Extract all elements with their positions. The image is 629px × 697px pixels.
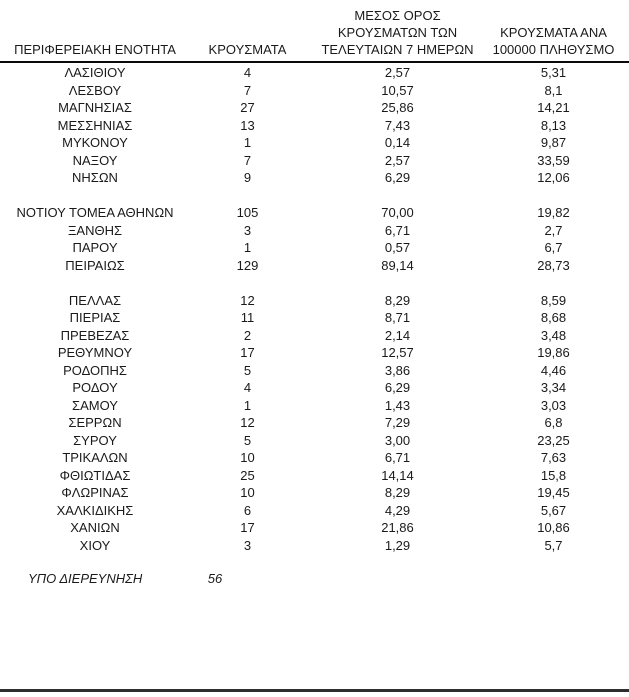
table-row bbox=[0, 82, 629, 100]
column-header-per-100000 bbox=[490, 24, 617, 58]
table-row bbox=[0, 99, 629, 117]
cell-avg7: 6,71 bbox=[384, 450, 411, 465]
column-header-7day-average bbox=[305, 7, 490, 58]
table-row bbox=[0, 519, 629, 537]
table-row bbox=[0, 222, 629, 240]
cell-cases: 17 bbox=[240, 345, 255, 360]
table-row bbox=[0, 379, 629, 397]
cell-region: ΝΗΣΩΝ bbox=[72, 170, 118, 185]
table-row bbox=[0, 64, 629, 82]
cell-per100k: 10,86 bbox=[537, 520, 570, 535]
cell-region: ΧΑΝΙΩΝ bbox=[70, 520, 120, 535]
table-row bbox=[0, 537, 629, 555]
table-row bbox=[0, 257, 629, 275]
cell-avg7: 89,14 bbox=[381, 257, 414, 273]
cell-cases: 11 bbox=[240, 310, 255, 325]
cell-per100k: 3,34 bbox=[540, 380, 567, 395]
cell-cases: 1 bbox=[243, 397, 252, 413]
cell-cases: 1 bbox=[243, 240, 252, 255]
table-row bbox=[0, 327, 629, 345]
table-row bbox=[0, 117, 629, 135]
table-header bbox=[0, 0, 629, 61]
cell-cases: 27 bbox=[240, 100, 255, 115]
column-header-per-100000-line2: 100000 ΠΛΗΘΥΣΜΟ bbox=[492, 42, 615, 57]
cell-region: ΜΕΣΣΗΝΙΑΣ bbox=[57, 117, 133, 133]
cell-avg7: 8,71 bbox=[384, 310, 411, 325]
cell-region: ΡΟΔΟΥ bbox=[72, 380, 118, 395]
cell-region: ΜΑΓΝΗΣΙΑΣ bbox=[58, 100, 132, 115]
cell-per100k: 5,7 bbox=[544, 537, 563, 553]
cell-avg7: 2,57 bbox=[384, 65, 411, 80]
cell-region: ΡΕΘΥΜΝΟΥ bbox=[57, 345, 133, 360]
cell-region: ΜΥΚΟΝΟΥ bbox=[62, 135, 128, 150]
table-row bbox=[0, 484, 629, 502]
cell-per100k: 14,21 bbox=[537, 100, 570, 115]
cell-region: ΦΛΩΡΙΝΑΣ bbox=[61, 485, 129, 500]
cell-per100k: 3,03 bbox=[540, 397, 567, 413]
cell-region: ΤΡΙΚΑΛΩΝ bbox=[62, 450, 128, 465]
table-row bbox=[0, 152, 629, 170]
column-header-7day-average-line2: ΚΡΟΥΣΜΑΤΩΝ ΤΩΝ bbox=[337, 25, 458, 40]
cell-avg7: 2,57 bbox=[384, 152, 411, 168]
cell-per100k: 15,8 bbox=[540, 467, 567, 483]
under-investigation-label: ΥΠΟ ΔΙΕΡΕΥΝΗΣΗ bbox=[28, 571, 143, 586]
cell-region: ΝΑΞΟΥ bbox=[72, 152, 118, 168]
table-row bbox=[0, 397, 629, 415]
cell-cases: 3 bbox=[243, 537, 252, 553]
cell-cases: 12 bbox=[240, 415, 255, 430]
cell-avg7: 25,86 bbox=[381, 100, 414, 115]
table-row bbox=[0, 449, 629, 467]
table-row bbox=[0, 134, 629, 152]
cell-per100k: 8,59 bbox=[540, 292, 567, 308]
column-header-region: ΠΕΡΙΦΕΡΕΙΑΚΗ ΕΝΟΤΗΤΑ bbox=[14, 42, 176, 57]
cell-per100k: 9,87 bbox=[540, 135, 567, 150]
cell-avg7: 0,57 bbox=[384, 240, 411, 255]
cell-avg7: 8,29 bbox=[384, 292, 411, 308]
table-row bbox=[0, 204, 629, 222]
cell-per100k: 12,06 bbox=[537, 170, 570, 185]
table-row bbox=[0, 292, 629, 310]
cell-cases: 2 bbox=[243, 327, 252, 343]
column-header-cases: ΚΡΟΥΣΜΑΤΑ bbox=[208, 42, 287, 57]
table-row bbox=[0, 309, 629, 327]
cell-per100k: 6,7 bbox=[544, 240, 563, 255]
cell-region: ΡΟΔΟΠΗΣ bbox=[63, 362, 127, 378]
cell-cases: 105 bbox=[236, 205, 259, 220]
cell-per100k: 5,31 bbox=[540, 65, 567, 80]
cell-cases: 3 bbox=[243, 222, 252, 238]
cell-cases: 9 bbox=[243, 170, 252, 185]
cell-per100k: 19,86 bbox=[537, 345, 570, 360]
column-header-per-100000-line1: ΚΡΟΥΣΜΑΤΑ ΑΝΑ bbox=[500, 25, 607, 40]
cell-region: ΛΕΣΒΟΥ bbox=[68, 82, 122, 98]
cell-per100k: 8,1 bbox=[544, 82, 563, 98]
cell-region: ΠΑΡΟΥ bbox=[72, 240, 118, 255]
table-body bbox=[0, 64, 629, 554]
cell-cases: 129 bbox=[236, 257, 259, 273]
cell-avg7: 10,57 bbox=[381, 82, 414, 98]
cell-avg7: 2,14 bbox=[384, 327, 411, 343]
cell-avg7: 12,57 bbox=[381, 345, 414, 360]
cell-cases: 10 bbox=[240, 485, 255, 500]
cell-avg7: 4,29 bbox=[384, 502, 411, 518]
cell-avg7: 21,86 bbox=[381, 520, 414, 535]
table-row bbox=[0, 344, 629, 362]
cell-per100k: 23,25 bbox=[537, 432, 570, 448]
cell-cases: 4 bbox=[243, 380, 252, 395]
cell-avg7: 6,71 bbox=[384, 222, 411, 238]
under-investigation-row bbox=[0, 570, 629, 588]
under-investigation-value: 56 bbox=[207, 571, 223, 586]
cell-cases: 13 bbox=[240, 117, 255, 133]
cell-avg7: 8,29 bbox=[384, 485, 411, 500]
column-header-7day-average-line1: ΜΕΣΟΣ ΟΡΟΣ bbox=[354, 8, 441, 23]
cell-per100k: 3,48 bbox=[540, 327, 567, 343]
cell-cases: 5 bbox=[243, 432, 252, 448]
cell-cases: 4 bbox=[243, 65, 252, 80]
cell-per100k: 7,63 bbox=[540, 450, 567, 465]
cell-avg7: 70,00 bbox=[381, 205, 414, 220]
cell-avg7: 0,14 bbox=[384, 135, 411, 150]
cell-avg7: 6,29 bbox=[384, 380, 411, 395]
cell-region: ΝΟΤΙΟΥ ΤΟΜΕΑ ΑΘΗΝΩΝ bbox=[16, 205, 174, 220]
cell-cases: 25 bbox=[240, 467, 255, 483]
header-divider-line bbox=[0, 61, 629, 63]
cell-region: ΣΥΡΟΥ bbox=[73, 432, 117, 448]
cell-per100k: 6,8 bbox=[544, 415, 563, 430]
row-group-spacer bbox=[0, 187, 629, 205]
cell-cases: 5 bbox=[243, 362, 252, 378]
cell-region: ΠΕΙΡΑΙΩΣ bbox=[65, 257, 125, 273]
cell-cases: 12 bbox=[240, 292, 255, 308]
cell-avg7: 7,29 bbox=[384, 415, 411, 430]
cell-region: ΦΘΙΩΤΙΔΑΣ bbox=[59, 467, 131, 483]
cell-per100k: 19,82 bbox=[537, 205, 570, 220]
cell-per100k: 28,73 bbox=[537, 257, 570, 273]
cell-avg7: 7,43 bbox=[384, 117, 411, 133]
row-group-spacer bbox=[0, 274, 629, 292]
cell-cases: 17 bbox=[240, 520, 255, 535]
column-header-7day-average-line3: ΤΕΛΕΥΤΑΙΩΝ 7 ΗΜΕΡΩΝ bbox=[321, 42, 474, 57]
cell-per100k: 8,13 bbox=[540, 117, 567, 133]
cell-region: ΞΑΝΘΗΣ bbox=[67, 222, 123, 238]
cell-cases: 7 bbox=[243, 152, 252, 168]
cell-avg7: 14,14 bbox=[381, 467, 414, 483]
cell-cases: 7 bbox=[243, 82, 252, 98]
cell-per100k: 2,7 bbox=[544, 222, 563, 238]
cell-cases: 10 bbox=[240, 450, 255, 465]
table-row bbox=[0, 362, 629, 380]
cell-per100k: 5,67 bbox=[540, 502, 567, 518]
table-row bbox=[0, 239, 629, 257]
cell-region: ΧΑΛΚΙΔΙΚΗΣ bbox=[56, 502, 134, 518]
cell-cases: 6 bbox=[243, 502, 252, 518]
table-row bbox=[0, 169, 629, 187]
cell-per100k: 4,46 bbox=[540, 362, 567, 378]
cell-per100k: 33,59 bbox=[537, 152, 570, 168]
cell-avg7: 3,86 bbox=[384, 362, 411, 378]
table-row bbox=[0, 432, 629, 450]
cell-avg7: 1,29 bbox=[384, 537, 411, 553]
cell-cases: 1 bbox=[243, 135, 252, 150]
table-row bbox=[0, 467, 629, 485]
table-row bbox=[0, 502, 629, 520]
bottom-divider-line bbox=[0, 689, 629, 692]
cell-region: ΠΡΕΒΕΖΑΣ bbox=[60, 327, 130, 343]
cell-per100k: 8,68 bbox=[540, 310, 567, 325]
cell-region: ΣΑΜΟΥ bbox=[72, 397, 118, 413]
cell-region: ΠΕΛΛΑΣ bbox=[68, 292, 122, 308]
cell-region: ΠΙΕΡΙΑΣ bbox=[69, 310, 121, 325]
cell-region: ΧΙΟΥ bbox=[79, 537, 111, 553]
cell-per100k: 19,45 bbox=[537, 485, 570, 500]
cell-region: ΣΕΡΡΩΝ bbox=[68, 415, 122, 430]
cell-avg7: 6,29 bbox=[384, 170, 411, 185]
cell-avg7: 1,43 bbox=[384, 397, 411, 413]
cell-region: ΛΑΣΙΘΙΟΥ bbox=[64, 65, 126, 80]
cell-avg7: 3,00 bbox=[384, 432, 411, 448]
table-row bbox=[0, 414, 629, 432]
